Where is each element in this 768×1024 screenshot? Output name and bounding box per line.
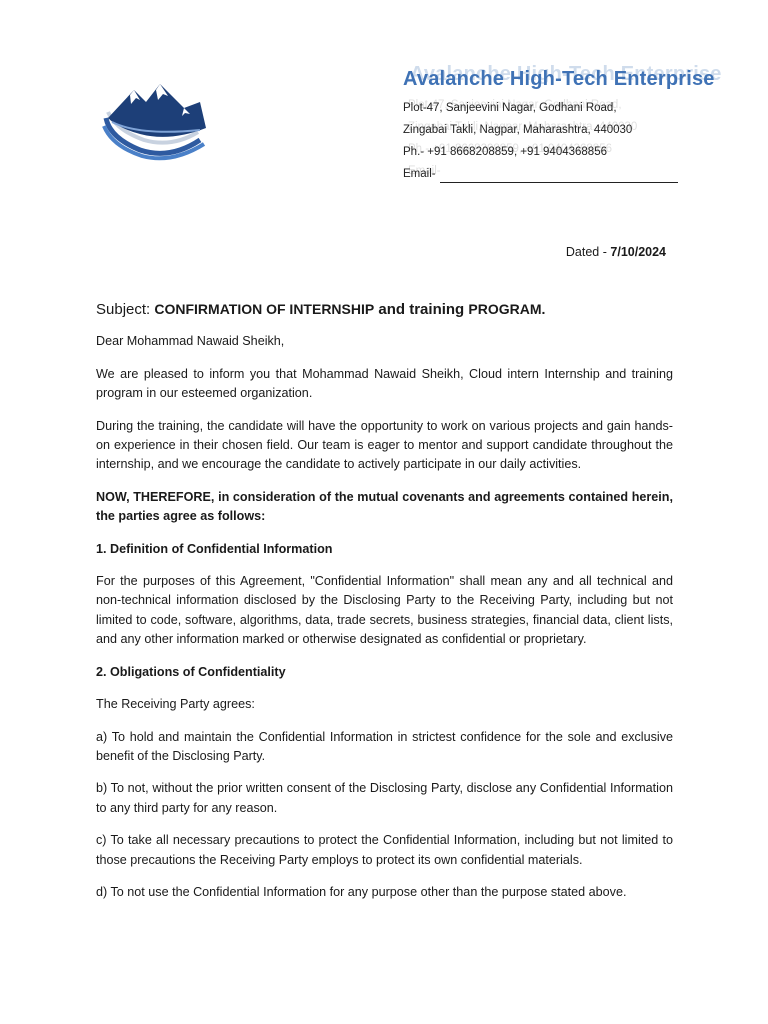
letter-body bbox=[96, 300, 673, 915]
subject-label: Subject: bbox=[96, 301, 151, 318]
subject-part-1: CONFIRMATION OF INTERNSHIP bbox=[154, 301, 375, 317]
letterhead bbox=[403, 68, 715, 183]
company-name: Avalanche High-Tech Enterprise bbox=[403, 68, 715, 90]
address-line-2: Zingabai Takli, Nagpar, Maharashtra, 440030 bbox=[403, 124, 633, 136]
section-2-intro: The Receiving Party agrees: bbox=[96, 697, 255, 712]
letter-date bbox=[566, 245, 666, 259]
subject-line bbox=[96, 300, 673, 319]
section-1-heading: 1. Definition of Confidential Information bbox=[96, 541, 333, 556]
clause-a: a) To hold and maintain the Confidential Information in strictest confidence for the sole and exclusive benefit of the Disclosing Party. bbox=[96, 729, 673, 763]
date-label: Dated - bbox=[565, 245, 607, 259]
email-label: Email- bbox=[403, 168, 436, 180]
salutation: Dear Mohammad Nawaid Sheikh, bbox=[96, 334, 285, 349]
training-paragraph: During the training, the candidate will have the opportunity to work on various projects and gain hands-on experience in their chosen field. Our team is eager to mentor and support candidate throughout the internship, and we encourage the candidate to actively participate in our daily activities. bbox=[96, 418, 673, 472]
therefore-clause: NOW, THEREFORE, in consideration of the mutual covenants and agreements contained herein, the parties agree as follows: bbox=[96, 489, 673, 524]
section-1-body: For the purposes of this Agreement, "Confidential Information" shall mean any and all technical and non-technical information disclosed by the Disclosing Party to the Receiving Party, including but not limited to code, software, algorithms, data, trade secrets, business strategies, financial data, client lists, and any other information marked or otherwise designated as confidential or proprietary. bbox=[96, 574, 673, 647]
subject-part-3: PROGRAM. bbox=[468, 301, 546, 317]
clause-d: d) To not use the Confidential Information for any purpose other than the purpose stated above. bbox=[96, 884, 627, 899]
date-value: 7/10/2024 bbox=[610, 245, 666, 259]
clause-c: c) To take all necessary precautions to protect the Confidential Information, including but not limited to those precautions the Receiving Party employs to protect its own confidential materials. bbox=[96, 833, 673, 867]
company-logo bbox=[100, 78, 212, 162]
email-blank-line bbox=[440, 168, 678, 183]
email-row bbox=[403, 165, 703, 183]
address-line-1: Plot-47, Sanjeevini Nagar, Godhani Road, bbox=[403, 102, 617, 114]
section-2-heading: 2. Obligations of Confidentiality bbox=[96, 664, 286, 679]
clause-b: b) To not, without the prior written consent of the Disclosing Party, disclose any Confidential Information to any third party for any reason. bbox=[96, 781, 673, 815]
phone-numbers: Ph.- +91 8668208859, +91 9404368856 bbox=[403, 146, 607, 158]
intro-paragraph: We are pleased to inform you that Mohammad Nawaid Sheikh, Cloud intern Internship and training program in our esteemed organization. bbox=[96, 366, 673, 401]
subject-part-2: and training bbox=[378, 301, 465, 318]
